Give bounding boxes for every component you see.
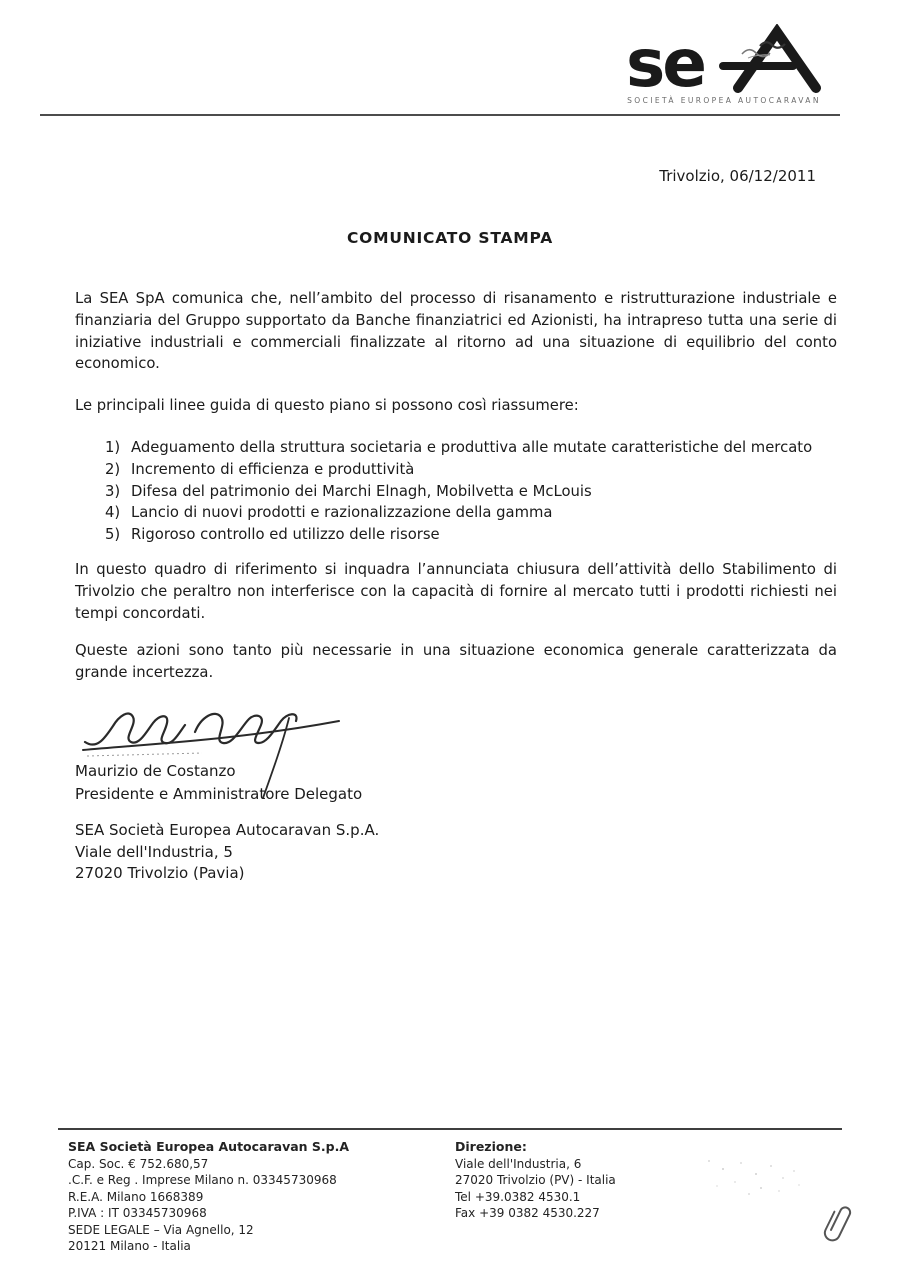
company-street: Viale dell'Industria, 5 — [75, 842, 233, 861]
signer-role: Presidente e Amministratore Delegato — [75, 785, 363, 803]
list-item — [105, 481, 837, 503]
list-item-text: Rigoroso controllo ed utilizzo delle risorse — [131, 526, 440, 544]
company-name: SEA Società Europea Autocaravan S.p.A. — [75, 821, 380, 839]
logo-wordmark-se: se — [626, 25, 705, 100]
header-divider — [40, 114, 840, 116]
footer-divider — [58, 1128, 842, 1130]
list-intro: Le principali linee guida di questo piano si possono così riassumere: — [75, 397, 579, 415]
footer-sede-legale: SEDE LEGALE – Via Agnello, 12 — [68, 1222, 254, 1237]
list-item-number: 2) — [105, 460, 121, 478]
list-item-text: Difesa del patrimonio dei Marchi Elnagh, Mobilvetta e McLouis — [131, 482, 592, 500]
logo-tagline: SOCIETÀ EUROPEA AUTOCARAVAN — [627, 96, 821, 105]
guidelines-list — [75, 437, 837, 546]
document-title: COMUNICATO STAMPA — [346, 229, 554, 247]
list-item-number: 3) — [105, 482, 121, 500]
list-item-text: Incremento di efficienza e produttività — [131, 460, 415, 478]
paperclip-icon — [819, 1200, 858, 1249]
list-item-number: 5) — [105, 526, 121, 544]
footer-company-info — [68, 1139, 349, 1255]
footer-phone: Tel +39.0382 4530.1 — [455, 1189, 581, 1204]
paragraph-1: La SEA SpA comunica che, nell’ambito del processo di risanamento e ristrutturazione industriale e finanziaria del Gruppo supportato da Banche finanziatrici ed Azionisti, ha intrapreso tutta una serie di iniziative industriali e commerciali finalizzate al ritorno ad una situazione di equilibrio del conto economico. — [75, 290, 837, 373]
company-logo — [626, 24, 822, 105]
list-item-number: 1) — [105, 438, 121, 456]
list-item — [105, 437, 837, 459]
list-item — [105, 524, 837, 546]
signer-name: Maurizio de Costanzo — [75, 762, 236, 780]
signature-block — [75, 698, 415, 813]
footer-direzione-title: Direzione: — [455, 1139, 527, 1154]
company-city: 27020 Trivolzio (Pavia) — [75, 864, 245, 882]
logo-letter-a — [738, 32, 816, 88]
sea-logo-icon — [626, 24, 822, 100]
footer-direzione-street: Viale dell'Industria, 6 — [455, 1156, 582, 1171]
footer-fax: Fax +39 0382 4530.227 — [455, 1206, 600, 1220]
paragraph-3: Queste azioni sono tanto più necessarie in una situazione economica generale caratterizzata da grande incertezza. — [75, 642, 837, 682]
list-item-text: Adeguamento della struttura societaria e produttiva alle mutate caratteristiche del mercato — [131, 438, 813, 456]
list-item-number: 4) — [105, 504, 121, 522]
paragraph-2: In questo quadro di riferimento si inquadra l’annunciata chiusura dell’attività dello Stabilimento di Trivolzio che peraltro non interferisce con la capacità di fornire al mercato tutti i prodotti richiesti nei tempi concordati. — [75, 560, 837, 622]
footer-milano: 20121 Milano - Italia — [68, 1239, 191, 1253]
footer-capital: Cap. Soc. € 752.680,57 — [68, 1156, 209, 1171]
footer-piva: P.IVA : IT 03345730968 — [68, 1206, 207, 1220]
list-item-text: Lancio di nuovi prodotti e razionalizzazione della gamma — [131, 504, 553, 522]
footer-company-name: SEA Società Europea Autocaravan S.p.A — [68, 1139, 350, 1154]
footer-direzione-city: 27020 Trivolzio (PV) - Italia — [455, 1173, 616, 1187]
footer-rea: R.E.A. Milano 1668389 — [68, 1189, 204, 1204]
footer-direzione-info — [455, 1139, 616, 1222]
footer-cf-registration: .C.F. e Reg . Imprese Milano n. 03345730968 — [68, 1173, 337, 1187]
letter-body — [75, 288, 837, 684]
scan-noise-speckles — [708, 1160, 710, 1162]
dateline: Trivolzio, 06/12/2011 — [659, 167, 816, 185]
company-address-block — [75, 820, 379, 885]
list-item — [105, 502, 837, 524]
list-item — [105, 459, 837, 481]
